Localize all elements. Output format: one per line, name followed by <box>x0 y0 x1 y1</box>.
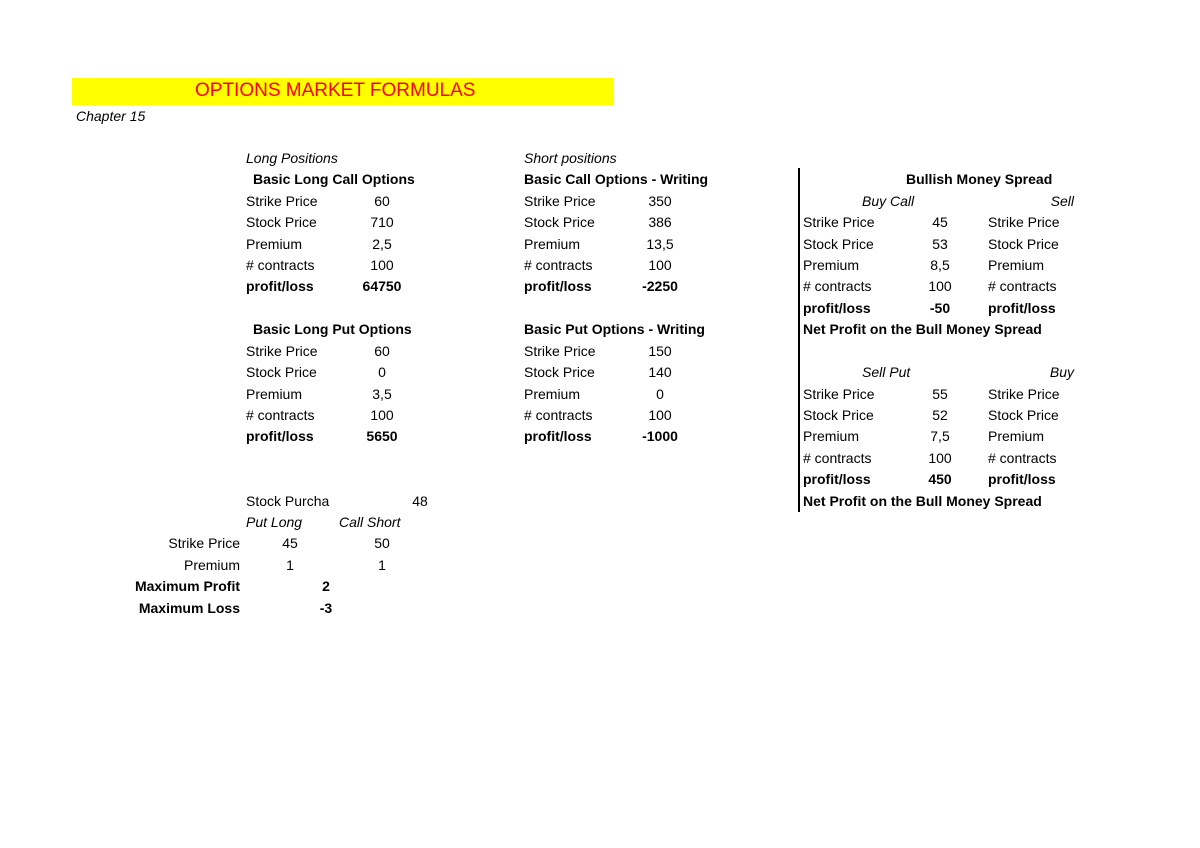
spread-title: Bullish Money Spread <box>906 171 1053 187</box>
short-call-label: # contracts <box>524 257 593 273</box>
short-call-title: Basic Call Options - Writing <box>524 171 709 187</box>
long-put-value: 60 <box>374 343 390 359</box>
long-put-label: # contracts <box>246 407 315 423</box>
spread-call-label2: Stock Price <box>988 236 1059 252</box>
long-call-value: 60 <box>374 193 390 209</box>
spread-put-label: profit/loss <box>803 471 871 487</box>
short-call-value: 13,5 <box>646 236 674 252</box>
long-put-title: Basic Long Put Options <box>253 321 412 337</box>
collar-premium-call: 1 <box>378 557 386 573</box>
spread-call-profit: -50 <box>929 300 951 316</box>
long-positions-heading: Long Positions <box>246 150 338 166</box>
spread-call-label: # contracts <box>803 278 872 294</box>
short-call-value: 100 <box>648 257 672 273</box>
short-put-title: Basic Put Options - Writing <box>524 321 705 337</box>
collar-premium-put: 1 <box>286 557 294 573</box>
short-call-value: 350 <box>648 193 672 209</box>
spread-sell-heading: Sell <box>1050 193 1074 209</box>
spread-call-net-profit: Net Profit on the Bull Money Spread <box>803 321 1042 337</box>
short-call-label: Premium <box>524 236 581 252</box>
spread-put-label2: # contracts <box>988 450 1057 466</box>
collar-strike-call: 50 <box>374 535 390 551</box>
spread-call-value: 100 <box>928 278 952 294</box>
spread-buy-heading: Buy <box>1049 364 1074 380</box>
long-call-label: # contracts <box>246 257 315 273</box>
stock-purchase-label: Stock Purcha <box>246 493 330 509</box>
spread-put-label2: Strike Price <box>988 386 1060 402</box>
long-call-label: Stock Price <box>246 214 317 230</box>
short-put-value: 150 <box>648 343 672 359</box>
spread-put-label: Strike Price <box>803 386 875 402</box>
spread-put-label: Stock Price <box>803 407 874 423</box>
call-short-heading: Call Short <box>339 514 401 530</box>
spread-border <box>798 168 800 512</box>
long-call-value: 100 <box>370 257 394 273</box>
spread-call-value: 8,5 <box>930 257 950 273</box>
page-title: OPTIONS MARKET FORMULAS <box>195 80 476 101</box>
short-put-label: profit/loss <box>524 428 592 444</box>
short-call-value: 386 <box>648 214 672 230</box>
spread-put-profit: 450 <box>928 471 952 487</box>
spread-sell-put-heading: Sell Put <box>862 364 911 380</box>
long-call-label: Premium <box>246 236 303 252</box>
short-call-label: profit/loss <box>524 278 592 294</box>
long-put-label: Stock Price <box>246 364 317 380</box>
long-put-value: 0 <box>378 364 386 380</box>
long-call-label: profit/loss <box>246 278 314 294</box>
short-positions-heading: Short positions <box>524 150 617 166</box>
spread-call-label2: profit/loss <box>988 300 1056 316</box>
long-put-value: 3,5 <box>372 386 392 402</box>
short-put-label: # contracts <box>524 407 593 423</box>
long-call-value: 2,5 <box>372 236 392 252</box>
long-put-value: 100 <box>370 407 394 423</box>
long-put-label: profit/loss <box>246 428 314 444</box>
spread-call-label2: # contracts <box>988 278 1057 294</box>
long-call-value: 710 <box>370 214 394 230</box>
long-call-title: Basic Long Call Options <box>253 171 415 187</box>
spread-put-value: 55 <box>932 386 948 402</box>
long-call-label: Strike Price <box>246 193 318 209</box>
short-put-label: Premium <box>524 386 581 402</box>
short-put-profit: -1000 <box>642 428 678 444</box>
short-put-value: 0 <box>656 386 664 402</box>
spread-call-label: profit/loss <box>803 300 871 316</box>
spread-call-label2: Premium <box>988 257 1045 273</box>
spread-put-value: 100 <box>928 450 952 466</box>
short-put-value: 140 <box>648 364 672 380</box>
collar-premium-label: Premium <box>183 557 240 573</box>
spread-put-label: Premium <box>803 428 860 444</box>
spread-call-value: 45 <box>932 214 948 230</box>
chapter-label: Chapter 15 <box>76 108 146 124</box>
spread-call-value: 53 <box>932 236 948 252</box>
put-long-heading: Put Long <box>246 514 303 530</box>
collar-strike-label: Strike Price <box>168 535 240 551</box>
long-put-label: Strike Price <box>246 343 318 359</box>
long-call-profit: 64750 <box>362 278 402 294</box>
short-put-value: 100 <box>648 407 672 423</box>
spread-put-value: 7,5 <box>930 428 950 444</box>
spread-call-label: Stock Price <box>803 236 874 252</box>
long-put-profit: 5650 <box>366 428 398 444</box>
max-profit-value: 2 <box>322 578 330 594</box>
short-call-profit: -2250 <box>642 278 678 294</box>
spread-call-label2: Strike Price <box>988 214 1060 230</box>
long-put-label: Premium <box>246 386 303 402</box>
spread-put-label2: Stock Price <box>988 407 1059 423</box>
max-loss-label: Maximum Loss <box>138 600 240 616</box>
spread-call-label: Premium <box>803 257 860 273</box>
spread-put-label: # contracts <box>803 450 872 466</box>
collar-strike-put: 45 <box>282 535 298 551</box>
spread-buy-call-heading: Buy Call <box>862 193 915 209</box>
stock-purchase-value: 48 <box>412 493 428 509</box>
spread-put-label2: Premium <box>988 428 1045 444</box>
short-call-label: Stock Price <box>524 214 595 230</box>
spread-put-net-profit: Net Profit on the Bull Money Spread <box>803 493 1042 509</box>
spread-put-value: 52 <box>932 407 948 423</box>
short-call-label: Strike Price <box>524 193 596 209</box>
spread-put-label2: profit/loss <box>988 471 1056 487</box>
max-profit-label: Maximum Profit <box>134 578 240 594</box>
spread-call-label: Strike Price <box>803 214 875 230</box>
max-loss-value: -3 <box>319 600 333 616</box>
short-put-label: Stock Price <box>524 364 595 380</box>
short-put-label: Strike Price <box>524 343 596 359</box>
